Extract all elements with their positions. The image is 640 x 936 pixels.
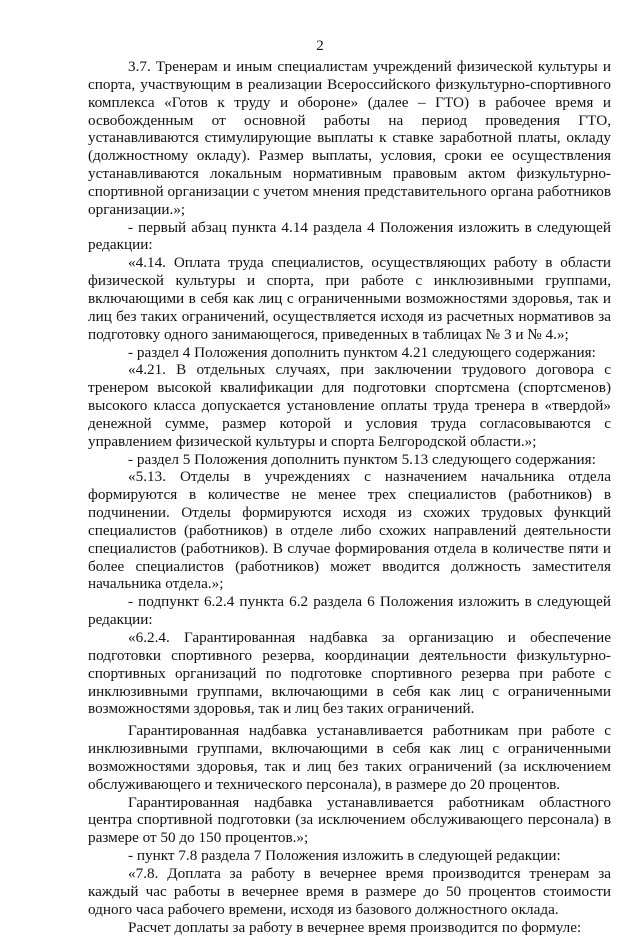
page-number: 2 [0, 38, 640, 54]
paragraph-7-8: «7.8. Доплата за работу в вечернее время производится тренерам за каждый час работы в вечернее время в размере до 50 процентов стоимости одного часа рабочего времени, исходя из базового должностного оклада. [88, 865, 611, 919]
paragraph-6-2-4-regional-center: Гарантированная надбавка устанавливается работникам областного центра спортивной подготовки (за исключением обслуживающего персонала) в размере от 50 до 150 процентов.»; [88, 794, 611, 848]
amendment-intro-4-14: - первый абзац пункта 4.14 раздела 4 Положения изложить в следующей редакции: [88, 219, 611, 255]
document-body [88, 58, 611, 936]
paragraph-4-14: «4.14. Оплата труда специалистов, осуществляющих работу в области физической культуры и спорта, при работе с инклюзивными группами, включающими в себя как лиц с ограниченными возможностями здоровья, так и лиц без таких ограничений, осуществляется исходя из расчетных нормативов за подготовку одного занимающегося, приведенных в таблицах № 3 и № 4.»; [88, 254, 611, 343]
paragraph-formula-intro: Расчет доплаты за работу в вечернее время производится по формуле: [88, 919, 611, 936]
amendment-intro-4-21: - раздел 4 Положения дополнить пунктом 4.21 следующего содержания: [88, 344, 611, 362]
amendment-intro-5-13: - раздел 5 Положения дополнить пунктом 5.13 следующего содержания: [88, 451, 611, 469]
amendment-intro-7-8: - пункт 7.8 раздела 7 Положения изложить в следующей редакции: [88, 847, 611, 865]
paragraph-3-7: 3.7. Тренерам и иным специалистам учреждений физической культуры и спорта, участвующим в реализации Всероссийского физкультурно-спортивного комплекса «Готов к труду и обороне» (далее – ГТО) в рабочее время и освобожденным от основной работы на период проведения ГТО, устанавливаются стимулирующие выплаты к ставке заработной платы, окладу (должностному окладу). Размер выплаты, условия, сроки ее осуществления устанавливаются локальным нормативным правовым актом физкультурно-спортивной организации с учетом мнения представительного органа работников организации.»; [88, 58, 611, 219]
paragraph-6-2-4-inclusive-groups: Гарантированная надбавка устанавливается работникам при работе с инклюзивными группами, включающими в себя как лиц с ограниченными возможностями здоровья, так и лиц без таких ограничений (за исключением обслуживающего и технического персонала), в размере до 20 процентов. [88, 722, 611, 793]
paragraph-5-13: «5.13. Отделы в учреждениях с назначением начальника отдела формируются в количестве не менее трех специалистов (работников) в подчинении. Отделы формируются исходя из схожих трудовых функций специалистов (работников) в отделе либо схожих направлений деятельности специалистов (работников). В случае формирования отдела в количестве пяти и более специалистов (работников) может вводится должность заместителя начальника отдела.»; [88, 468, 611, 593]
amendment-intro-6-2-4: - подпункт 6.2.4 пункта 6.2 раздела 6 Положения изложить в следующей редакции: [88, 593, 611, 629]
paragraph-6-2-4: «6.2.4. Гарантированная надбавка за организацию и обеспечение подготовки спортивного резерва, координации деятельности физкультурно-спортивных организаций по подготовке спортивного резерва при работе с инклюзивными группами, включающими в себя как лиц с ограниченными возможностями здоровья, так и лиц без таких ограничений. [88, 629, 611, 718]
paragraph-4-21: «4.21. В отдельных случаях, при заключении трудового договора с тренером высокой квалификации для подготовки спортсмена (спортсменов) высокого класса допускается установление оплаты труда тренера в «твердой» денежной сумме, размер которой и условия труда согласовываются с управлением физической культуры и спорта Белгородской области.»; [88, 361, 611, 450]
